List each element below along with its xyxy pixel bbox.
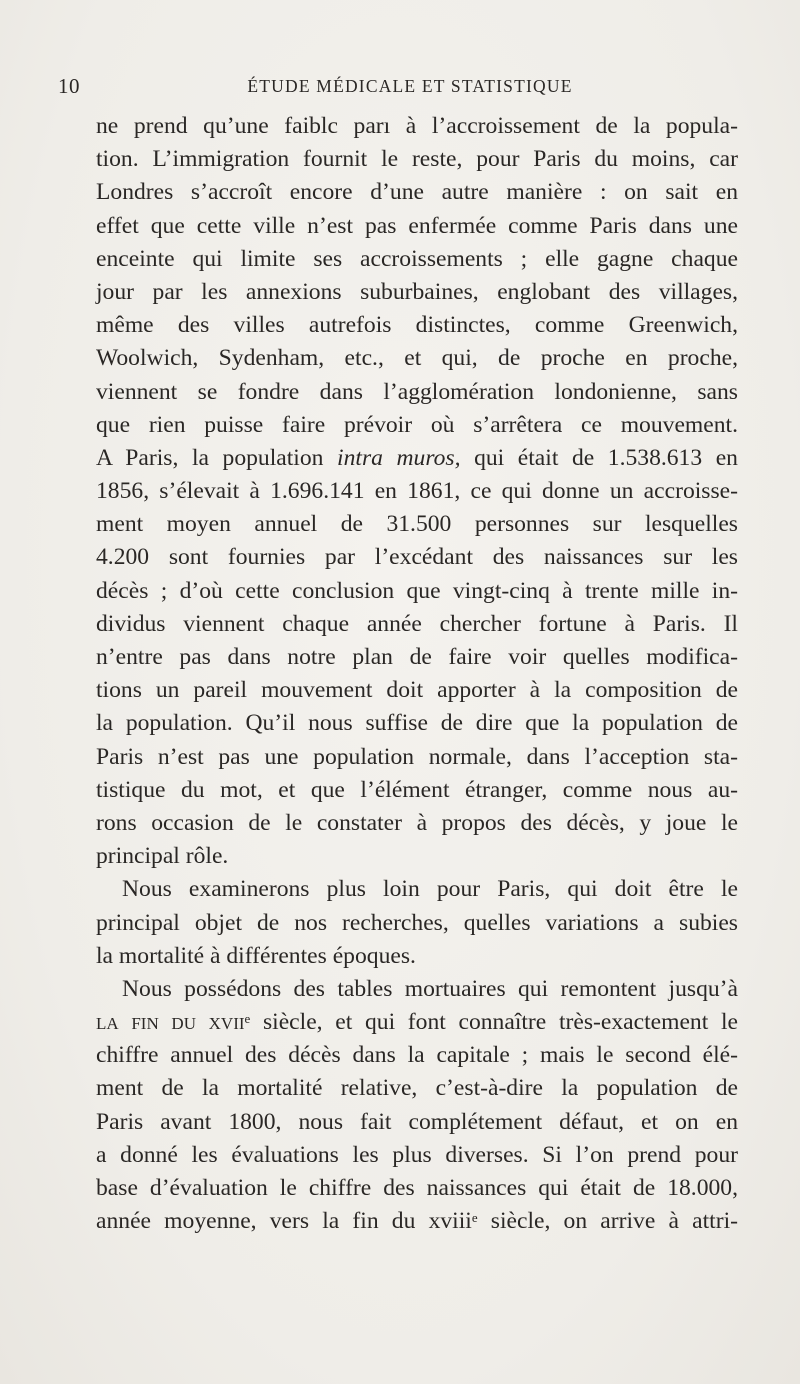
running-head: ÉTUDE MÉDICALE ET STATISTIQUE xyxy=(247,76,573,96)
text-line: 1856, s’élevait à 1.696.141 en 1861, ce qui donne un accroisse- xyxy=(96,478,738,505)
text-line: Paris n’est pas une population normale, dans l’acception sta- xyxy=(96,743,738,770)
text-line: ne prend qu’une faiblc parı à l’accroissement de la popula- xyxy=(96,113,738,139)
text-run: siècle, et qui font connaître très-exactement le xyxy=(250,1009,738,1036)
text-line: viennent se fondre dans l’agglomération londonienne, sans xyxy=(96,378,738,405)
text-line: Nous examinerons plus loin pour Paris, qui doit être le xyxy=(122,876,738,903)
text-line: effet que cette ville n’est pas enfermée comme Paris dans une xyxy=(96,212,738,239)
text-line xyxy=(96,1006,738,1039)
text-line: ment de la mortalité relative, c’est-à-dire la population de xyxy=(96,1075,738,1102)
text-run: siècle, on arrive à attri- xyxy=(477,1208,738,1235)
text-line: Londres s’accroît encore d’une autre manière : on sait en xyxy=(96,179,738,206)
text-line: Paris avant 1800, nous fait complétement défaut, et on en xyxy=(96,1108,738,1135)
text-line xyxy=(96,442,738,475)
text-line: base d’évaluation le chiffre des naissances qui était de 18.000, xyxy=(96,1175,738,1201)
text-line: dividus viennent chaque année chercher fortune à Paris. Il xyxy=(96,610,738,637)
text-line: rons occasion de le constater à propos des décès, y joue le xyxy=(96,809,738,836)
text-line: ment moyen annuel de 31.500 personnes sur lesquelles xyxy=(96,511,738,538)
text-line: tions un pareil mouvement doit apporter à la composition de xyxy=(96,677,738,704)
page-header xyxy=(0,74,800,100)
text-line: la population. Qu’il nous suffise de dire que la population de xyxy=(96,710,738,737)
text-line: a donné les évaluations les plus diverses. Si l’on prend pour xyxy=(96,1141,738,1168)
text-line: tistique du mot, et que l’élément étranger, comme nous au- xyxy=(96,776,738,803)
text-line: 4.200 sont fournies par l’excédant des naissances sur les xyxy=(96,544,738,571)
text-run: la fin du xvii xyxy=(96,1009,245,1036)
text-line: n’entre pas dans notre plan de faire voir quelles modifica- xyxy=(96,644,738,670)
ordinal-suffix: e xyxy=(244,1011,251,1027)
text-run: année moyenne, vers la fin du xviii xyxy=(96,1208,472,1235)
text-line: décès ; d’où cette conclusion que vingt-cinq à trente mille in- xyxy=(96,577,738,604)
page-number: 10 xyxy=(58,74,80,98)
text-line: enceinte qui limite ses accroissements ; elle gagne chaque xyxy=(96,245,738,272)
text-run: A Paris, la population xyxy=(96,444,338,471)
text-line: même des villes autrefois distinctes, comme Greenwich, xyxy=(96,312,738,339)
text-line: principal objet de nos recherches, quelles variations a subies xyxy=(96,909,738,936)
text-run: qui était de 1.538.613 en xyxy=(460,444,738,471)
text-line: principal rôle. xyxy=(96,843,229,870)
italic-phrase: intra muros, xyxy=(337,444,461,471)
text-line: Nous possédons des tables mortuaires qui remontent jusqu’à xyxy=(122,975,738,1002)
text-line: Woolwich, Sydenham, etc., et qui, de proche en proche, xyxy=(96,345,738,372)
text-line xyxy=(96,1205,738,1238)
body-text xyxy=(96,110,738,1238)
text-line: chiffre annuel des décès dans la capitale ; mais le second élé- xyxy=(96,1042,738,1069)
text-line: la mortalité à différentes époques. xyxy=(96,942,416,969)
text-line: que rien puisse faire prévoir où s’arrêtera ce mouvement. xyxy=(96,411,738,438)
text-line: jour par les annexions suburbaines, englobant des villages, xyxy=(96,278,738,305)
ordinal-suffix: e xyxy=(471,1210,478,1226)
text-line: tion. L’immigration fournit le reste, pour Paris du moins, car xyxy=(96,146,738,173)
